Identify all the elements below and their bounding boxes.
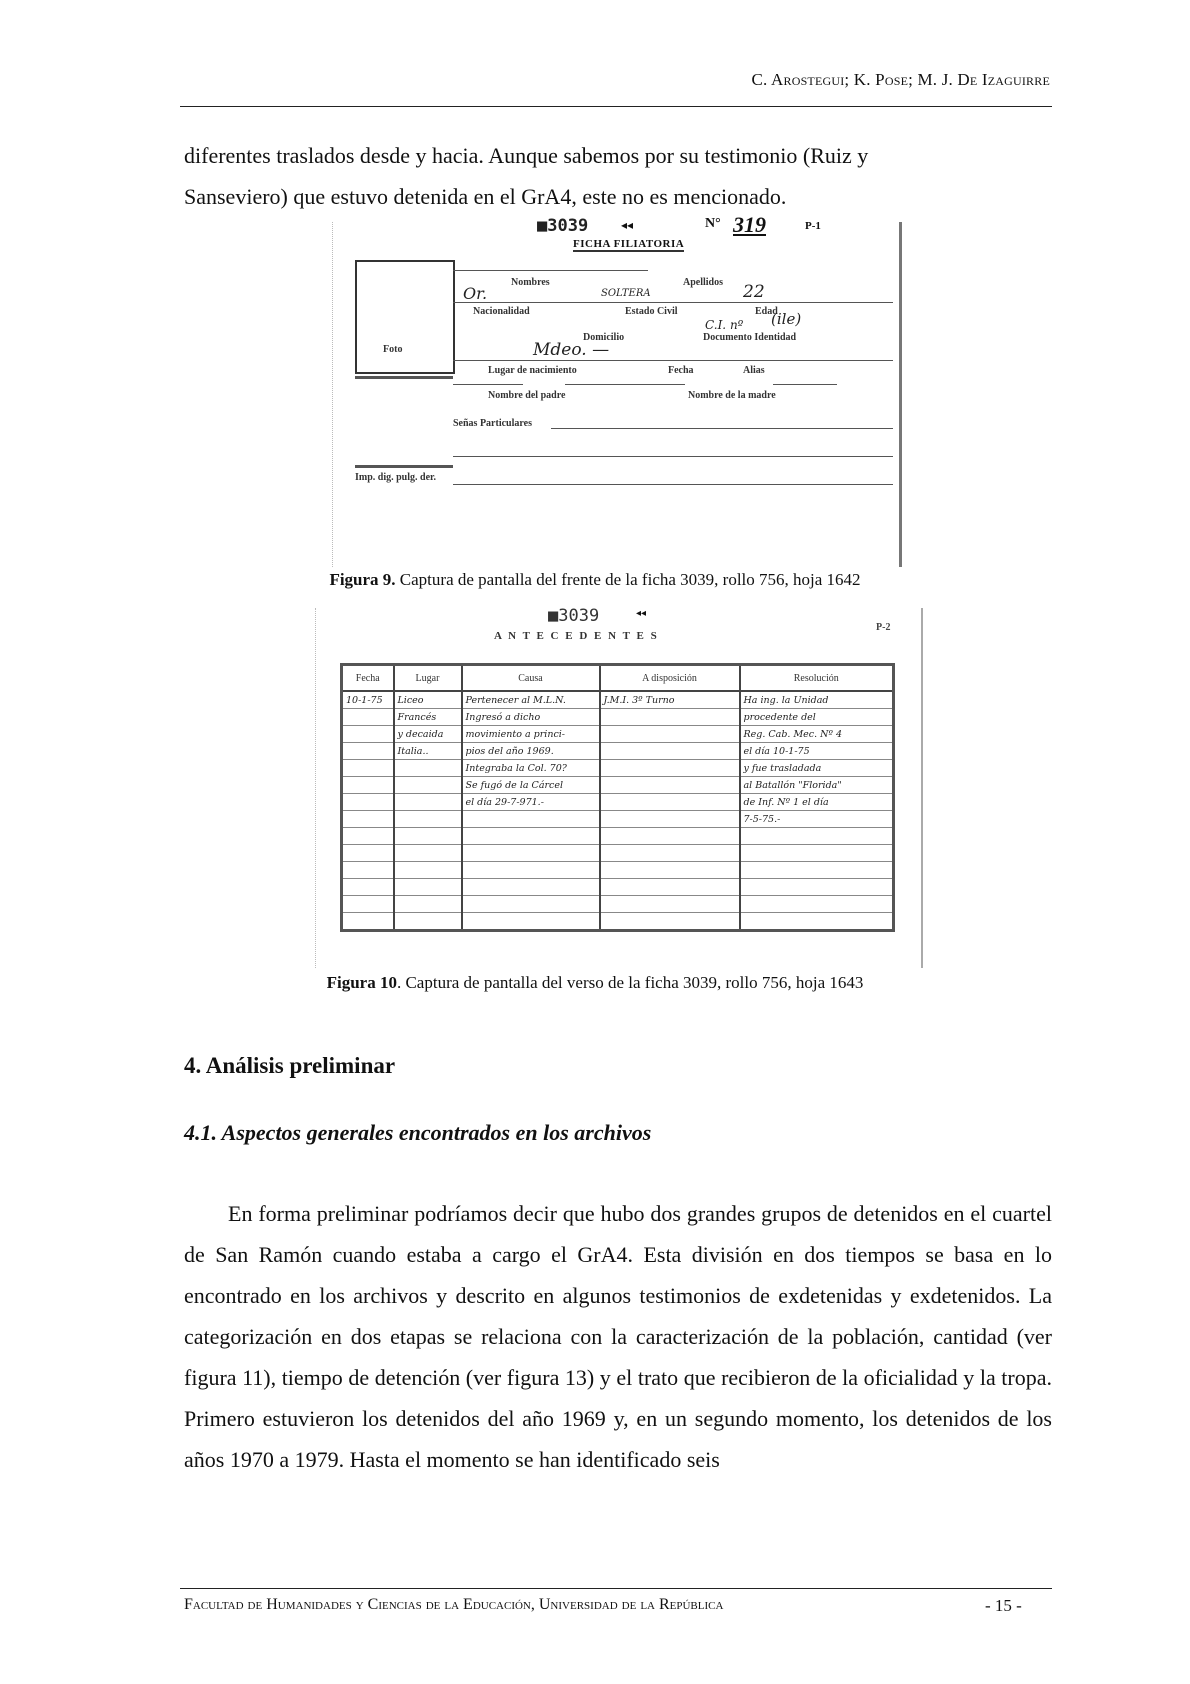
- running-head: C. Arostegui; K. Pose; M. J. De Izaguirre: [751, 70, 1050, 89]
- table-cell: [342, 709, 394, 726]
- table-cell: [462, 828, 600, 845]
- table-cell: [342, 896, 394, 913]
- table-cell: [342, 726, 394, 743]
- table-cell: [462, 896, 600, 913]
- field-apellidos: Apellidos: [683, 277, 724, 288]
- form-rule: [453, 484, 893, 485]
- table-cell: [600, 828, 740, 845]
- header-rule: [180, 106, 1052, 107]
- table-cell: y fue trasladada: [740, 760, 894, 777]
- card-title: A N T E C E D E N T E S: [494, 630, 659, 642]
- table-cell: el día 29-7-971.-: [462, 794, 600, 811]
- field-senas: Señas Particulares: [453, 418, 532, 429]
- table-cell: al Batallón "Florida": [740, 777, 894, 794]
- table-cell: [462, 862, 600, 879]
- figure-9-caption: [0, 570, 1190, 590]
- table-cell: Ha ing. la Unidad: [740, 691, 894, 709]
- table-cell: [462, 879, 600, 896]
- form-rule: [453, 302, 893, 303]
- table-cell: Reg. Cab. Mec. Nº 4: [740, 726, 894, 743]
- field-domicilio: Domicilio: [583, 332, 625, 343]
- table-cell: el día 10-1-75: [740, 743, 894, 760]
- field-nombres: Nombres: [511, 277, 550, 288]
- table-cell: 7-5-75.-: [740, 811, 894, 828]
- figure-9-caption-text: Captura de pantalla del frente de la ficha 3039, rollo 756, hoja 1642: [395, 570, 861, 589]
- table-cell: [600, 760, 740, 777]
- table-cell: [740, 845, 894, 862]
- table-cell: [394, 896, 462, 913]
- page-number: - 15 -: [985, 1596, 1022, 1615]
- value-domicilio: Mdeo. —: [533, 340, 610, 360]
- field-edad: Edad: [755, 306, 778, 317]
- table-row: [342, 691, 894, 709]
- form-rule: [565, 384, 685, 385]
- table-cell: [394, 828, 462, 845]
- table-cell: [600, 726, 740, 743]
- field-alias: Alias: [743, 365, 765, 376]
- form-rule: [551, 428, 893, 429]
- form-rule: [773, 384, 837, 385]
- figure-10-caption: [0, 973, 1190, 993]
- table-cell: [342, 743, 394, 760]
- table-cell: [600, 811, 740, 828]
- table-cell: Se fugó de la Cárcel: [462, 777, 600, 794]
- table-cell: [342, 760, 394, 777]
- column-header: Resolución: [740, 665, 894, 692]
- table-cell: [394, 777, 462, 794]
- table-cell: [462, 811, 600, 828]
- page-code: P-2: [876, 622, 891, 633]
- value-documento: C.I. nº: [705, 318, 744, 332]
- table-cell: Italia..: [394, 743, 462, 760]
- table-cell: Pertenecer al M.L.N.: [462, 691, 600, 709]
- table-cell: [394, 913, 462, 931]
- intro-line: diferentes traslados desde y hacia. Aunque sabemos por su testimonio (Ruiz y: [184, 143, 869, 168]
- number-value: 319: [733, 212, 766, 237]
- column-header: Lugar: [394, 665, 462, 692]
- table-cell: movimiento a princi-: [462, 726, 600, 743]
- value-edad: 22: [743, 282, 765, 302]
- table-row: [342, 743, 894, 760]
- table-cell: [462, 845, 600, 862]
- figure-9-label: Figura 9.: [329, 570, 396, 589]
- table-cell: [342, 913, 394, 931]
- table-row: [342, 811, 894, 828]
- table-cell: [394, 879, 462, 896]
- table-cell: 10-1-75: [342, 691, 394, 709]
- table-row: [342, 794, 894, 811]
- antecedentes-table: [340, 663, 895, 932]
- table-cell: [394, 845, 462, 862]
- table-cell: Integraba la Col. 70?: [462, 760, 600, 777]
- table-cell: [394, 794, 462, 811]
- card-title: FICHA FILIATORIA: [573, 238, 685, 250]
- field-fecha: Fecha: [668, 365, 694, 376]
- value-estado-civil: SOLTERA: [601, 288, 651, 299]
- photo-label: Foto: [383, 344, 403, 355]
- table-cell: [342, 794, 394, 811]
- table-cell: [600, 896, 740, 913]
- form-rule: [453, 456, 893, 457]
- card-mark: ◂◂: [636, 608, 647, 619]
- photo-rule: [355, 376, 453, 379]
- column-header: Fecha: [342, 665, 394, 692]
- value-nacionalidad: Or.: [463, 284, 488, 303]
- field-padre: Nombre del padre: [488, 390, 566, 401]
- table-cell: [462, 913, 600, 931]
- table-cell: Liceo: [394, 691, 462, 709]
- column-header: Causa: [462, 665, 600, 692]
- footer-rule: [180, 1588, 1052, 1589]
- table-cell: [600, 794, 740, 811]
- table-cell: de Inf. Nº 1 el día: [740, 794, 894, 811]
- table-cell: [394, 760, 462, 777]
- thumb-rule: [355, 465, 453, 468]
- table-cell: Ingresó a dicho: [462, 709, 600, 726]
- intro-paragraph: [184, 135, 1052, 217]
- form-rule: [453, 360, 893, 361]
- form-rule: [453, 384, 523, 385]
- table-cell: J.M.I. 3º Turno: [600, 691, 740, 709]
- field-documento: Documento Identidad: [703, 332, 797, 343]
- table-cell: [740, 913, 894, 931]
- footer-institution: Facultad de Humanidades y Ciencias de la Educación, Universidad de la República: [184, 1596, 724, 1613]
- card-number: ■3039: [537, 216, 589, 236]
- table-cell: [600, 913, 740, 931]
- subsection-heading: 4.1. Aspectos generales encontrados en los archivos: [184, 1120, 652, 1145]
- table-cell: [600, 709, 740, 726]
- table-cell: [600, 743, 740, 760]
- table-cell: [342, 777, 394, 794]
- figure-10-scan: [315, 608, 923, 968]
- table-cell: [600, 777, 740, 794]
- field-lugar-nacimiento: Lugar de nacimiento: [488, 365, 577, 376]
- table-cell: pios del año 1969.: [462, 743, 600, 760]
- section-heading: 4. Análisis preliminar: [184, 1053, 396, 1078]
- card-number: ■3039: [548, 606, 600, 626]
- card-mark: ◂◂: [621, 218, 634, 232]
- table-cell: [394, 862, 462, 879]
- main-paragraph: En forma preliminar podríamos decir que hubo dos grandes grupos de detenidos en el cuartel de San Ramón cuando estaba a cargo el GrA4. Esta división en dos tiempos se basa en lo encontrado en los archivos y descrito en algunos testimonios de exdetenidas y exdetenidos. La categorización en dos etapas se relaciona con la caracterización de la población, cantidad (ver figura 11), tiempo de detención (ver figura 13) y el trato que recibieron de la oficialidad y la tropa. Primero estuvieron los detenidos del año 1969 y, en un segundo momento, los detenidos de los años 1970 a 1979. Hasta el momento se han identificado seis: [184, 1201, 1052, 1472]
- table-row: [342, 709, 894, 726]
- field-nacionalidad: Nacionalidad: [473, 306, 530, 317]
- table-cell: [342, 811, 394, 828]
- table-cell: [740, 862, 894, 879]
- table-row: [342, 913, 894, 931]
- table-row: [342, 760, 894, 777]
- table-cell: [342, 845, 394, 862]
- photo-box: [355, 260, 455, 374]
- thumb-label: Imp. dig. pulg. der.: [355, 472, 437, 483]
- table-cell: procedente del: [740, 709, 894, 726]
- table-row: [342, 777, 894, 794]
- table-cell: [600, 862, 740, 879]
- figure-10-label: Figura 10: [326, 973, 397, 992]
- page-code: P-1: [805, 220, 821, 232]
- table-row: [342, 896, 894, 913]
- table-cell: [342, 879, 394, 896]
- table-cell: [600, 845, 740, 862]
- table-cell: [740, 879, 894, 896]
- table-row: [342, 726, 894, 743]
- table-cell: [394, 811, 462, 828]
- table-row: [342, 845, 894, 862]
- column-header: A disposición: [600, 665, 740, 692]
- value-documento-note: (ile): [771, 310, 802, 328]
- table-cell: [600, 879, 740, 896]
- table-row: [342, 879, 894, 896]
- table-cell: y decaida: [394, 726, 462, 743]
- figure-9-scan: [332, 212, 902, 567]
- table-cell: Francés: [394, 709, 462, 726]
- table-row: [342, 828, 894, 845]
- table-cell: [740, 896, 894, 913]
- form-rule: [453, 270, 648, 271]
- number-label: N°: [705, 216, 721, 231]
- field-madre: Nombre de la madre: [688, 390, 776, 401]
- intro-line: Sanseviero) que estuvo detenida en el GrA4, este no es mencionado.: [184, 184, 787, 209]
- table-cell: [740, 828, 894, 845]
- table-cell: [342, 862, 394, 879]
- field-estado-civil: Estado Civil: [625, 306, 678, 317]
- table-row: [342, 862, 894, 879]
- table-cell: [342, 828, 394, 845]
- figure-10-caption-text: . Captura de pantalla del verso de la ficha 3039, rollo 756, hoja 1643: [396, 973, 864, 992]
